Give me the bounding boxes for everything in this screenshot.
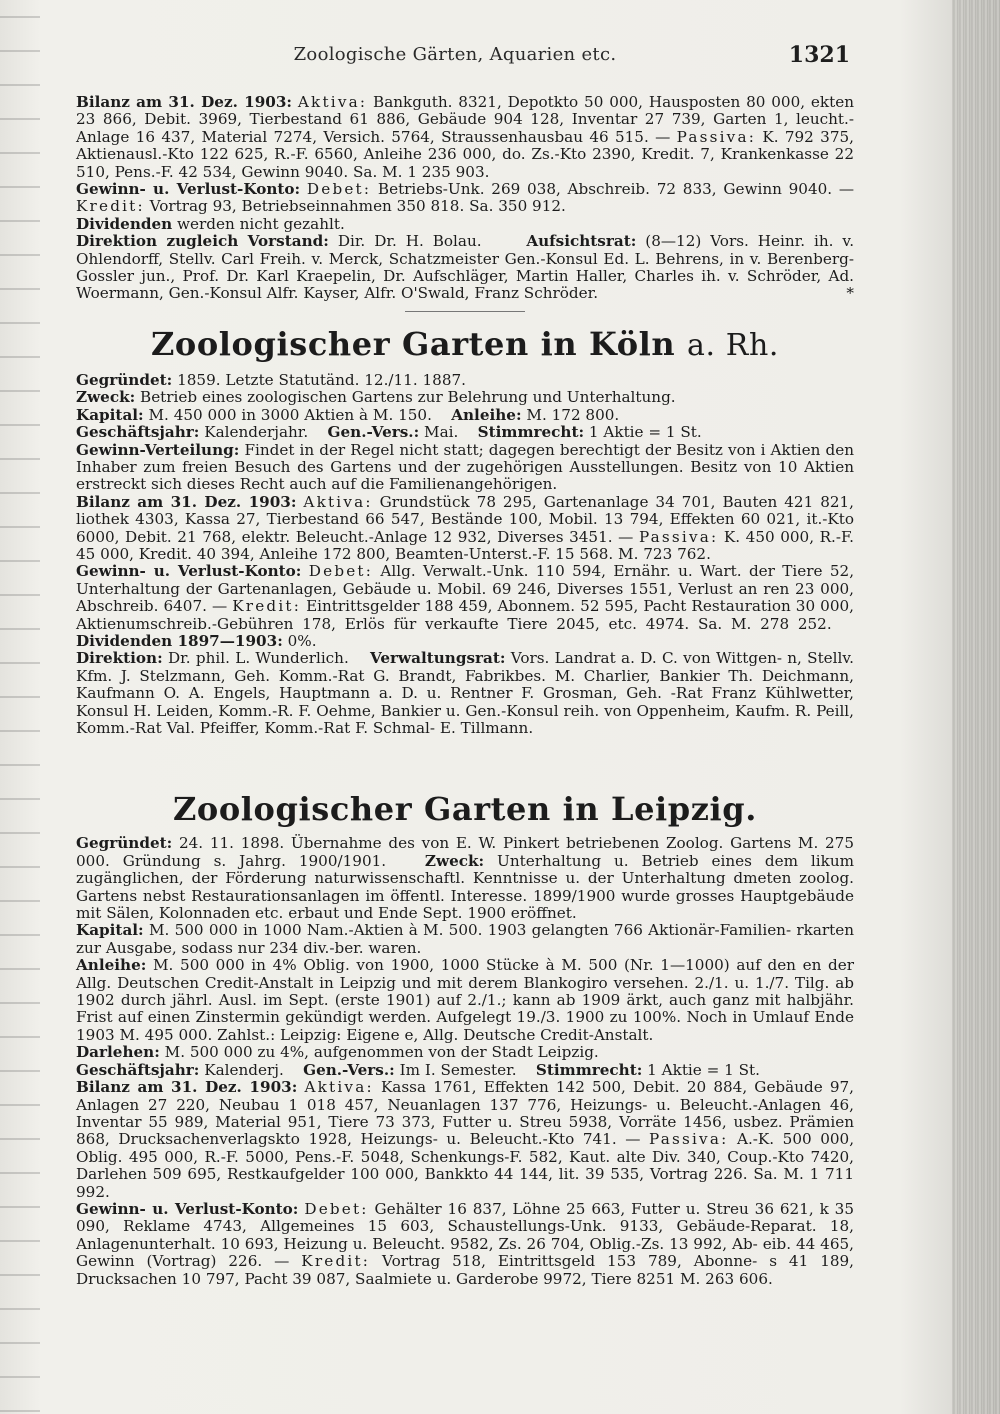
koeln-title [76, 322, 854, 368]
leipzig-guv [76, 1201, 854, 1288]
left-margin-shadow [0, 0, 40, 1414]
geschaeftsjahr-text: Kalenderj. [204, 1060, 284, 1079]
kapital-text: M. 500 000 in 1000 Nam.-Aktien à M. 500. 1903 gelangten 766 Aktionär-Familien- rkarten zur Ausgabe, sodass nur 234 div.-ber. waren. [76, 921, 855, 957]
gen-vers-label: Gen.-Vers.: [303, 1060, 395, 1079]
leipzig-kapital [76, 922, 854, 957]
geschaeftsjahr-label: Geschäftsjahr: [76, 423, 200, 442]
guv-kredit-text: Vortrag 93, Betriebseinnahmen 350 818. Sa. 350 912. [149, 197, 566, 216]
leipzig-gegruendet [76, 835, 854, 922]
aktiva-label: Aktiva: [297, 93, 368, 111]
direktion-label: Direktion zugleich Vorstand: [76, 232, 329, 251]
book-spine-edge [952, 0, 1000, 1414]
guv-label: Gewinn- u. Verlust-Konto: [76, 1199, 299, 1218]
kapital-text: M. 450 000 in 3000 Aktien à M. 150. [148, 405, 432, 424]
dividenden-text: 0%. [287, 631, 317, 650]
passiva-label: Passiva: [676, 127, 757, 146]
darlehen-text: M. 500 000 zu 4%, aufgenommen von der Stadt Leipzig. [164, 1043, 599, 1062]
bilanz-passiva-text: K. 792 375, Aktienausl.-Kto 122 625, R.-F. 6560, Anleihe 236 000, do. Zs.-Kto 2390, Kredit. 7, Krankenkasse 22 510, Pens.-F. 42 534, Gewinn 9040. Sa. M. 1 235 903. [76, 127, 854, 181]
koeln-kapital [76, 407, 854, 424]
guv-debet-text: Allg. Verwalt.-Unk. 110 594, Ernähr. u. Wart. der Tiere 52, Unterhaltung der Gartenanlagen, Gebäude u. Mobil. 69 246, Diverses 1551, Verlust an ren 23 000, Abschreib. 6407. — [76, 562, 855, 616]
aufsichtsrat-label: Aufsichtsrat: [526, 232, 637, 251]
stimmrecht-label: Stimmrecht: [477, 423, 585, 442]
anleihe-text: M. 500 000 in 4% Oblig. von 1900, 1000 Stücke à M. 500 (Nr. 1—1000) auf den en der Allg. Deutschen Credit-Anstalt in Leipzig und mit derem Blankogiro versehen. 2./1. u. 1./7. Tilg. ab 1902 durch jährl. Ausl. im Sept. (erste 1901) auf 2./1.; kann ab 1909 ärkt, auch ganz mit halbjähr. Frist auf einen Zinstermin gekündigt werden. Aufgelegt 19./3. 1900 zu 100%. Noch in Umlauf Ende 1903 M. 495 000. Zahlst.: Leipzig: Eigene e, Allg. Deutsche Credit-Anstalt. [76, 956, 854, 1044]
guv-kredit-text: Vortrag 518, Eintrittsgeld 153 789, Abonne- s 41 189, Drucksachen 10 797, Pacht 39 087, Saalmiete u. Garderobe 9972, Tiere 8251 M. 263 606. [76, 1252, 855, 1288]
debet-label: Debet: [308, 562, 374, 581]
koeln-bilanz [76, 494, 854, 564]
leipzig-title: Zoologischer Garten in Leipzig. [172, 790, 758, 829]
leipzig-entry [76, 787, 854, 1288]
dividenden-label: Dividenden [76, 214, 173, 233]
bilanz-passiva-text: A.-K. 500 000, Oblig. 495 000, R.-F. 5000, Pens.-F. 5048, Schenkungs-F. 582, Kaut. alte Div. 340, Coup.-Kto 7420, Darlehen 509 695, Restkaufgelder 100 000, Bankkto 44 144, lit. 39 535, Vortrag 226. Sa. M. 1 711 992. [76, 1130, 855, 1201]
kapital-label: Kapital: [76, 921, 144, 940]
darlehen-label: Darlehen: [76, 1043, 160, 1062]
hamburg-entry-tail [76, 94, 854, 303]
koeln-title-main: Zoologischer Garten in Köln [150, 324, 676, 363]
hamburg-dividenden [76, 216, 854, 233]
gegruendet-label: Gegründet: [76, 370, 173, 389]
koeln-entry [76, 322, 854, 738]
leipzig-darlehen [76, 1044, 854, 1061]
bilanz-label: Bilanz am 31. Dez. 1903: [76, 1078, 298, 1097]
koeln-gewinn-verteilung [76, 442, 854, 494]
aufsichtsrat-text: (8—12) Vors. Heinr. ih. v. Ohlendorff, Stellv. Carl Freih. v. Merck, Schatzmeister Gen.-Konsul Ed. L. Behrens, in v. Berenberg-Gossler jun., Prof. Dr. Karl Kraepelin, Dr. Aufschläger, Martin Haller, Charles ih. v. Schröder, Ad. Woermann, Gen.-Konsul Alfr. Kayser, Alfr. O'Swald, Franz Schröder. [76, 232, 855, 303]
aktiva-label: Aktiva: [303, 492, 373, 511]
koeln-direktion [76, 650, 854, 737]
gegruendet-label: Gegründet: [76, 834, 173, 853]
dividenden-label: Dividenden 1897—1903: [76, 631, 283, 650]
footnote-star: * [846, 284, 854, 303]
hamburg-guv [76, 181, 854, 216]
leipzig-anleihe [76, 957, 854, 1044]
zweck-text: Unterhaltung u. Betrieb eines dem likum zugänglichen, der Förderung naturwissenschaftl. Kenntnisse u. der Unterhaltung dmeten zoolog. Gartens nebst Restaurationsanlagen im öffentl. Interesse. 1899/1900 wurde grosses Hauptgebäude mit Sälen, Kolonnaden etc. erbaut und Ende Sept. 1900 eröffnet. [76, 851, 855, 923]
section-divider [405, 311, 525, 312]
bilanz-label: Bilanz am 31. Dez. 1903: [76, 93, 293, 111]
direktion-text: Dr. phil. L. Wunderlich. [168, 649, 349, 668]
koeln-zweck [76, 389, 854, 406]
kredit-label: Kredit: [232, 597, 302, 616]
kredit-label: Kredit: [76, 197, 145, 216]
bilanz-label: Bilanz am 31. Dez. 1903: [76, 492, 297, 511]
verwaltungsrat-text: Vors. Landrat a. D. C. von Wittgen- n, Stellv. Kfm. J. Stelzmann, Geh. Komm.-Rat G. Brandt, Fabrikbes. M. Charlier, Bankier Th. Deichmann, Kaufmann O. A. Engels, Hauptmann a. D. u. Rentner F. Grosman, Geh. -Rat Franz Kühlwetter, Konsul H. Leiden, Komm.-R. F. Oehme, Bankier u. Gen.-Konsul reih. von Oppenheim, Kaufm. R. Peill, Komm.-Rat Val. Pfeiffer, Komm.-Rat F. Schmal- E. Tillmann. [76, 649, 854, 737]
bilanz-passiva-text: K. 450 000, R.-F. 45 000, Kredit. 40 394, Anleihe 172 800, Beamten-Unterst.-F. 15 568. M. 723 762. [76, 527, 855, 563]
running-head: Zoologische Gärten, Aquarien etc. [293, 44, 617, 65]
page-number: 1321 [788, 42, 850, 68]
hamburg-direktion [76, 233, 854, 303]
koeln-gegruendet [76, 372, 854, 389]
guv-debet-text: Betriebs-Unk. 269 038, Abschreib. 72 833, Gewinn 9040. — [377, 180, 855, 199]
geschaeftsjahr-text: Kalenderjahr. [204, 423, 309, 442]
gen-vers-label: Gen.-Vers.: [327, 423, 420, 442]
kredit-label: Kredit: [301, 1252, 371, 1271]
koeln-geschaeftsjahr [76, 424, 854, 441]
gen-vers-text: Mai. [424, 423, 459, 442]
anleihe-label: Anleihe: [76, 956, 147, 975]
verwaltungsrat-label: Verwaltungsrat: [369, 649, 506, 668]
section-gap [76, 737, 854, 783]
anleihe-text: M. 172 800. [526, 405, 620, 424]
hamburg-bilanz [76, 94, 854, 181]
page-header [60, 44, 850, 74]
bilanz-aktiva-text: Bankguth. 8321, Depotkto 50 000, Hausposten 80 000, ekten 23 866, Debit. 3969, Tierbestand 61 886, Gebäude 904 128, Inventar 27 739, Garten 1, leucht.-Anlage 16 437, Material 7274, Versich. 5764, Straussenhausbau 46 515. — [76, 93, 854, 146]
gen-vers-text: Im I. Semester. [399, 1060, 517, 1079]
passiva-label: Passiva: [649, 1130, 729, 1149]
direktion-label: Direktion: [76, 649, 163, 668]
gegruendet-text: 1859. Letzte Statutänd. 12./11. 1887. [177, 370, 466, 389]
leipzig-bilanz [76, 1079, 854, 1201]
debet-label: Debet: [306, 180, 372, 199]
zweck-label: Zweck: [424, 851, 485, 870]
dividenden-text: werden nicht gezahlt. [177, 214, 345, 233]
guv-kredit-text: Eintrittsgelder 188 459, Abonnem. 52 595, Pacht Restauration 30 000, Aktienumschreib.-Gebühren 178, Erlös für verkaufte Tiere 2045, etc. 4974. Sa. M. 278 252. [76, 597, 854, 633]
aktiva-label: Aktiva: [304, 1078, 374, 1097]
gegruendet-text: 24. 11. 1898. Übernahme des von E. W. Pinkert betriebenen Zoolog. Gartens M. 275 000. Gründung s. Jahrg. 1900/1901. [76, 834, 854, 870]
koeln-guv [76, 563, 854, 650]
gewinn-verteilung-text: Findet in der Regel nicht statt; dagegen berechtigt der Besitz von i Aktien den Inhaber zum freien Besuch des Gartens und der zugehörigen Ausstellungen. Besitz von 10 Aktien erstreckt sich dieses Recht auch auf die Familienangehörigen. [76, 440, 855, 494]
anleihe-label: Anleihe: [451, 405, 522, 424]
page-content [76, 94, 854, 1288]
guv-debet-text: Gehälter 16 837, Löhne 25 663, Futter u. Streu 36 621, k 35 090, Reklame 4743, Allgemeines 15 603, Schaustellungs-Unk. 9133, Gebäude-Reparat. 18, Anlagenunterhalt. 10 693, Heizung u. Beleucht. 9582, Zs. 26 704, Oblig.-Zs. 13 992, Ab- eib. 44 465, Gewinn (Vortrag) 226. — [76, 1199, 854, 1271]
stimmrecht-text: 1 Aktie = 1 St. [647, 1060, 760, 1079]
passiva-label: Passiva: [638, 527, 719, 546]
koeln-title-suffix: a. Rh. [687, 327, 780, 363]
leipzig-geschaeftsjahr [76, 1062, 854, 1079]
guv-label: Gewinn- u. Verlust-Konto: [76, 562, 302, 581]
direktion-text: Dir. Dr. H. Bolau. [337, 232, 482, 251]
zweck-label: Zweck: [76, 388, 136, 407]
debet-label: Debet: [304, 1199, 369, 1218]
kapital-label: Kapital: [76, 405, 144, 424]
guv-label: Gewinn- u. Verlust-Konto: [76, 180, 301, 199]
gewinn-verteilung-label: Gewinn-Verteilung: [76, 440, 240, 459]
stimmrecht-text: 1 Aktie = 1 St. [588, 423, 702, 442]
stimmrecht-label: Stimmrecht: [535, 1060, 643, 1079]
geschaeftsjahr-label: Geschäftsjahr: [76, 1060, 200, 1079]
bilanz-aktiva-text: Kassa 1761, Effekten 142 500, Debit. 20 884, Gebäude 97, Anlagen 27 220, Neubau 1 018 457, Neuanlagen 137 776, Heizungs- u. Beleucht.-Anlagen 46, Inventar 55 989, Material 951, Tiere 73 373, Futter u. Streu 5938, Vorräte 1456, usbez. Prämien 868, Drucksachenverlagskto 1928, Heizungs- u. Beleucht.-Kto 741. — [76, 1078, 855, 1149]
bilanz-aktiva-text: Grundstück 78 295, Gartenanlage 34 701, Bauten 421 821, liothek 4303, Kassa 27, Tierbestand 66 547, Bestände 100, Mobil. 13 794, Effekten 60 021, it.-Kto 6000, Debit. 21 768, elektr. Beleucht.-Anlage 12 932, Diverses 3451. — [76, 492, 855, 546]
zweck-text: Betrieb eines zoologischen Gartens zur Belehrung und Unterhaltung. [140, 388, 676, 407]
